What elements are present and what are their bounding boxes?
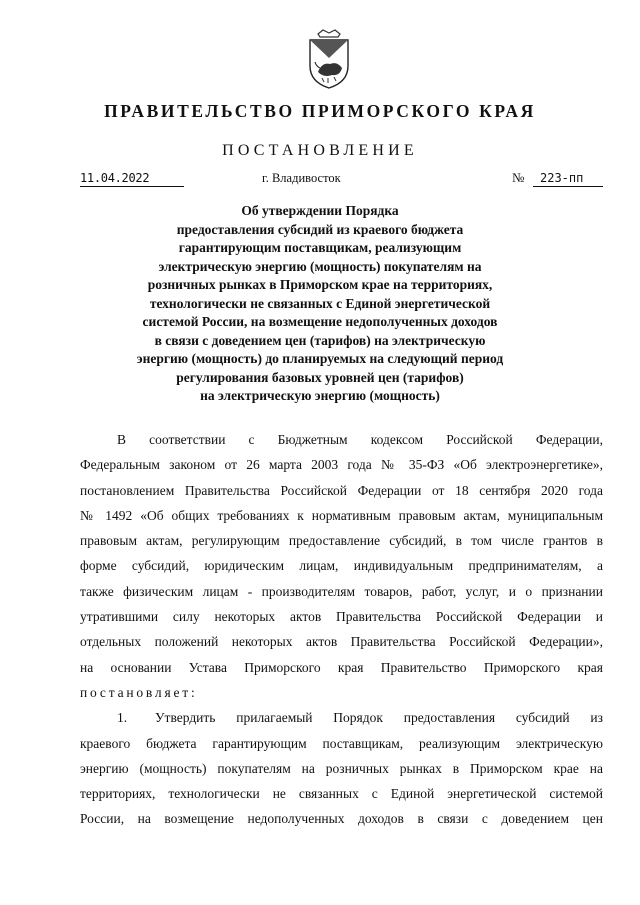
document-body [80,427,603,832]
body-line: В соответствии с Бюджетным кодексом Российской Федерации, [117,432,603,447]
resolves-word: постановляет: [80,684,198,700]
heading-line: электрическую энергию (мощность) покупателям на [158,258,482,274]
heading-line: технологически не связанных с Единой энергетической [149,295,491,311]
heading-line: предоставления субсидий из краевого бюджета [176,221,464,237]
heading-line: на электрическую энергию (мощность) [200,388,440,403]
heading-line: в связи с доведением цен (тарифов) на электрическую [154,332,486,348]
heading-line: гарантирующим поставщикам, реализующим [178,240,462,255]
body-line: форме субсидий, юридическим лицам, индивидуальным предпринимателям, а [80,558,603,574]
heading-line: энергию (мощность) до планируемых на следующий период [136,351,504,366]
heading-line: розничных рынках в Приморском крае на территориях, [147,277,493,292]
document-heading [60,202,580,406]
item-line: краевого бюджета гарантирующим поставщикам, реализующим электрическую [80,735,603,751]
body-line: на основании Устава Приморского края Правительство Приморского края [80,659,603,675]
heading-line: Об утверждении Порядка [241,203,399,218]
body-line: отдельных положений некоторых актов Правительства Российской Федерации», [80,634,603,650]
document-date: 11.04.2022 [80,171,184,187]
number-label: № [512,170,525,185]
document-number: 223-пп [533,171,603,187]
document-city: г. Владивосток [262,171,341,185]
item-line: территориях, технологически не связанных с Единой энергетической системой [80,786,603,802]
body-line: также физическим лицам - производителям товаров, работ, услуг, и о признании [80,583,603,599]
body-line: правовым актам, регулирующим предоставление субсидий, в том числе грантов в [80,533,603,549]
heading-line: регулирования базовых уровней цен (тарифов) [176,369,464,385]
body-line: Федеральным законом от 26 марта 2003 года № 35-ФЗ «Об электроэнергетике», [80,457,603,473]
coat-of-arms-icon [304,28,354,90]
body-line: № 1492 «Об общих требованиях к нормативным правовым актам, муниципальным [80,507,603,523]
item-line: энергию (мощность) покупателям на розничных рынках в Приморском крае на [80,760,603,776]
government-title: ПРАВИТЕЛЬСТВО ПРИМОРСКОГО КРАЯ [104,101,536,121]
body-line: постановлением Правительства Российской Федерации от 18 сентября 2020 года [80,482,603,498]
heading-line: системой России, на возмещение недополученных доходов [142,314,498,329]
body-line: утратившими силу некоторых актов Правительства Российской Федерации и [80,609,603,625]
item-text: Утвердить прилагаемый Порядок предоставления субсидий из [155,710,603,726]
item-1-first-line [80,705,603,730]
document-type: ПОСТАНОВЛЕНИЕ [222,142,418,159]
item-line: России, на возмещение недополученных доходов в связи с доведением цен [80,811,603,827]
item-number: 1. [117,710,128,726]
